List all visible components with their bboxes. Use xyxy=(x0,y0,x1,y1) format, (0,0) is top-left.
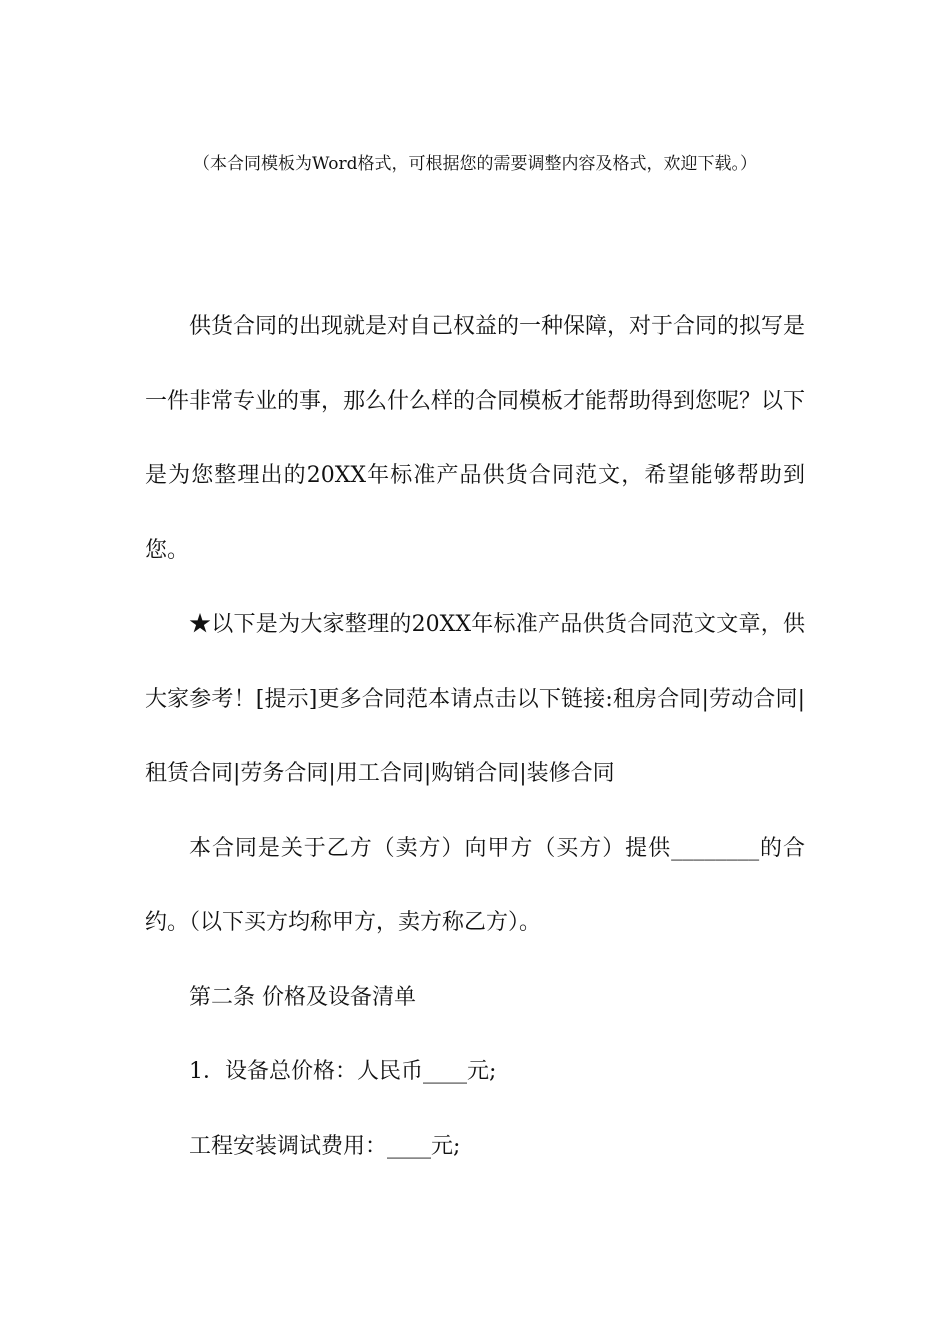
equipment-price-item: 1．设备总价格：人民币____元; xyxy=(189,1059,497,1084)
template-note: （本合同模板为Word格式，可根据您的需要调整内容及格式，欢迎下载。） xyxy=(192,154,758,174)
intro-paragraph: 供货合同的出现就是对自己权益的一种保障，对于合同的拟写是一件非常专业的事，那么什么样的合同模板才能帮助得到您呢？以下是为您整理出的20XX年标准产品供货合同范文，希望能够帮助到您。 xyxy=(145,314,806,563)
reference-paragraph: ★以下是为大家整理的20XX年标准产品供货合同范文文章，供大家参考！[提示]更多合同范本请点击以下链接:租房合同|劳动合同|租赁合同|劳务合同|用工合同|购销合同|装修合同 xyxy=(145,612,805,786)
installation-fee-item: 工程安装调试费用：____元; xyxy=(189,1133,461,1159)
contract-body xyxy=(145,290,805,1184)
contract-scope-paragraph: 本合同是关于乙方（卖方）向甲方（买方）提供________的合约。（以下买方均称甲方，卖方称乙方）。 xyxy=(145,835,805,935)
section-heading: 第二条 价格及设备清单 xyxy=(189,984,416,1010)
